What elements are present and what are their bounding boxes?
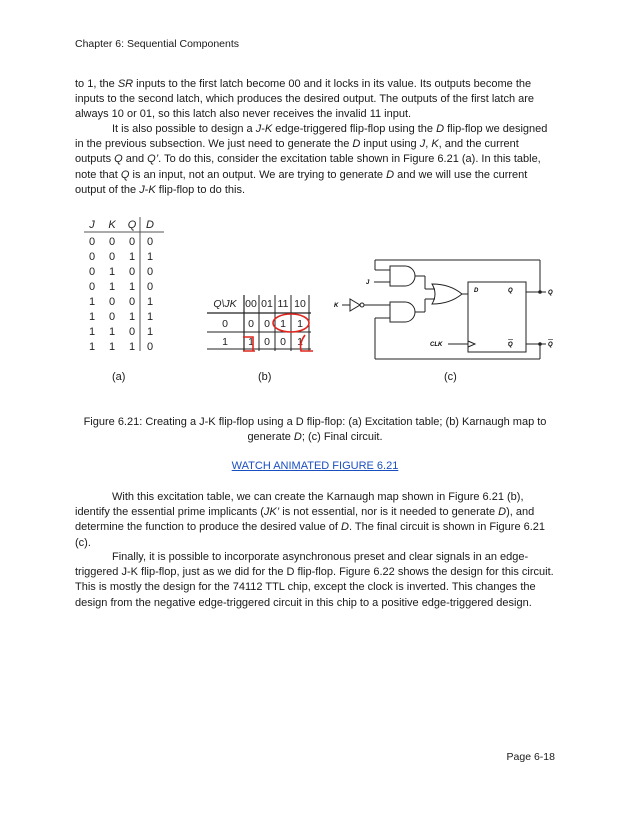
table-header-d: D [146,219,154,231]
kmap-row-label: 1 [222,336,228,348]
table-header-k: K [108,219,116,231]
table-cell: 1 [128,311,136,323]
table-cell: 1 [88,326,96,338]
ff-q-label: Q [508,288,513,294]
table-cell: 1 [108,281,116,293]
kmap-col-header: 00 [245,298,257,310]
table-cell: 0 [88,281,96,293]
table-cell: 1 [146,326,154,338]
table-cell: 0 [128,236,136,248]
caption-line-1: Figure 6.21: Creating a J-K flip-flop using a D flip-flop: (a) Excitation table; (b) Karnaugh map to [83,416,547,428]
or-gate [432,284,462,304]
paragraph-3: With this excitation table, we can create the Karnaugh map shown in Figure 6.21 (b), identify the essential prime implicants (JK’ is not essential, nor is it needed to generate D), and determine the function to produce the desired value of D. The final circuit is shown in Figure 6.21 (c). [75,491,546,549]
table-header-q: Q [127,219,137,231]
jk-circuit [330,255,560,370]
caption-line-2: generate D; (c) Final circuit. [247,431,383,444]
ff-d-label: D [474,288,479,294]
kmap-col-header: 01 [261,298,273,310]
table-cell: 1 [146,251,154,263]
sublabel-b: (b) [258,371,272,383]
table-cell: 1 [88,296,96,308]
sublabel-c: (c) [444,371,457,383]
table-cell: 0 [108,311,116,323]
kmap-corner-label: Q\JK [213,298,237,310]
table-cell: 1 [88,341,96,353]
kmap-cell: 0 [248,318,254,330]
kmap-col-header: 11 [277,298,289,310]
table-cell: 0 [146,266,154,278]
karnaugh-map [205,293,320,353]
output-qbar-label: Q [548,342,553,348]
table-cell: 0 [88,266,96,278]
kmap-cell: 0 [280,336,286,348]
input-j-label: J [366,280,370,286]
table-cell: 0 [88,236,96,248]
page-number: Page 6-18 [506,751,555,763]
and-gate-top [390,266,415,286]
table-cell: 0 [146,236,154,248]
paragraph-4: Finally, it is possible to incorporate asynchronous preset and clear signals in an edge-triggered J-K flip-flop, just as we did for the D flip-flop. Figure 6.22 shows the design for this circuit. This is mostly the design for the 74112 TTL chip, except the clock is inverted. This changes the design from the negative edge-triggered circuit in this chip to a positive edge-triggered design. [75,551,554,609]
table-cell: 1 [108,341,116,353]
kmap-cell: 1 [248,336,254,348]
table-cell: 0 [128,266,136,278]
kmap-cell: 1 [297,318,303,330]
paragraph-2: It is also possible to design a J-K edge-triggered flip-flop using the D flip-flop we designed in the previous subsection. We just need to generate the D input using J, K, and the current outputs Q and Q’. To do this, consider the excitation table shown in Figure 6.21 (a). In this table, note that Q is an input, not an output. We are trying to generate D and we will use the current output of the J-K flip-flop to do this. [75,123,548,196]
table-cell: 1 [108,326,116,338]
table-cell: 1 [128,281,136,293]
table-cell: 0 [146,341,154,353]
table-cell: 0 [146,281,154,293]
output-q-label: Q [548,290,553,296]
table-cell: 0 [128,296,136,308]
excitation-table [80,213,180,358]
k-inverter [350,299,360,311]
kmap-col-header: 10 [294,298,306,310]
table-cell: 0 [108,296,116,308]
table-cell: 1 [146,311,154,323]
table-header-j: J [89,219,95,231]
animated-figure-link[interactable]: WATCH ANIMATED FIGURE 6.21 [231,460,399,472]
paragraph-1: to 1, the SR inputs to the first latch become 00 and it locks in its value. Its outputs become the inputs to the second latch, which produces the desired output. The outputs of the first latch are always 10 or 01, so this latch also never receives the invalid 11 input. [75,78,535,121]
clk-label: CLK [430,342,443,348]
table-cell: 1 [128,251,136,263]
kmap-cell: 0 [264,318,270,330]
table-cell: 1 [128,341,136,353]
kmap-row-label: 0 [222,318,228,330]
table-cell: 1 [108,266,116,278]
ff-qbar-label: Q [508,342,513,348]
kmap-cell: 1 [280,318,286,330]
input-k-label: K [334,303,339,309]
table-cell: 0 [128,326,136,338]
sublabel-a: (a) [112,371,126,383]
kmap-cell: 0 [264,336,270,348]
table-cell: 0 [108,236,116,248]
table-cell: 0 [88,251,96,263]
running-header: Chapter 6: Sequential Components [75,38,240,50]
table-cell: 0 [108,251,116,263]
figure-caption [60,415,570,445]
table-cell: 1 [146,296,154,308]
kmap-cell: 1 [297,336,303,348]
table-cell: 1 [88,311,96,323]
and-gate-bottom [390,302,415,322]
